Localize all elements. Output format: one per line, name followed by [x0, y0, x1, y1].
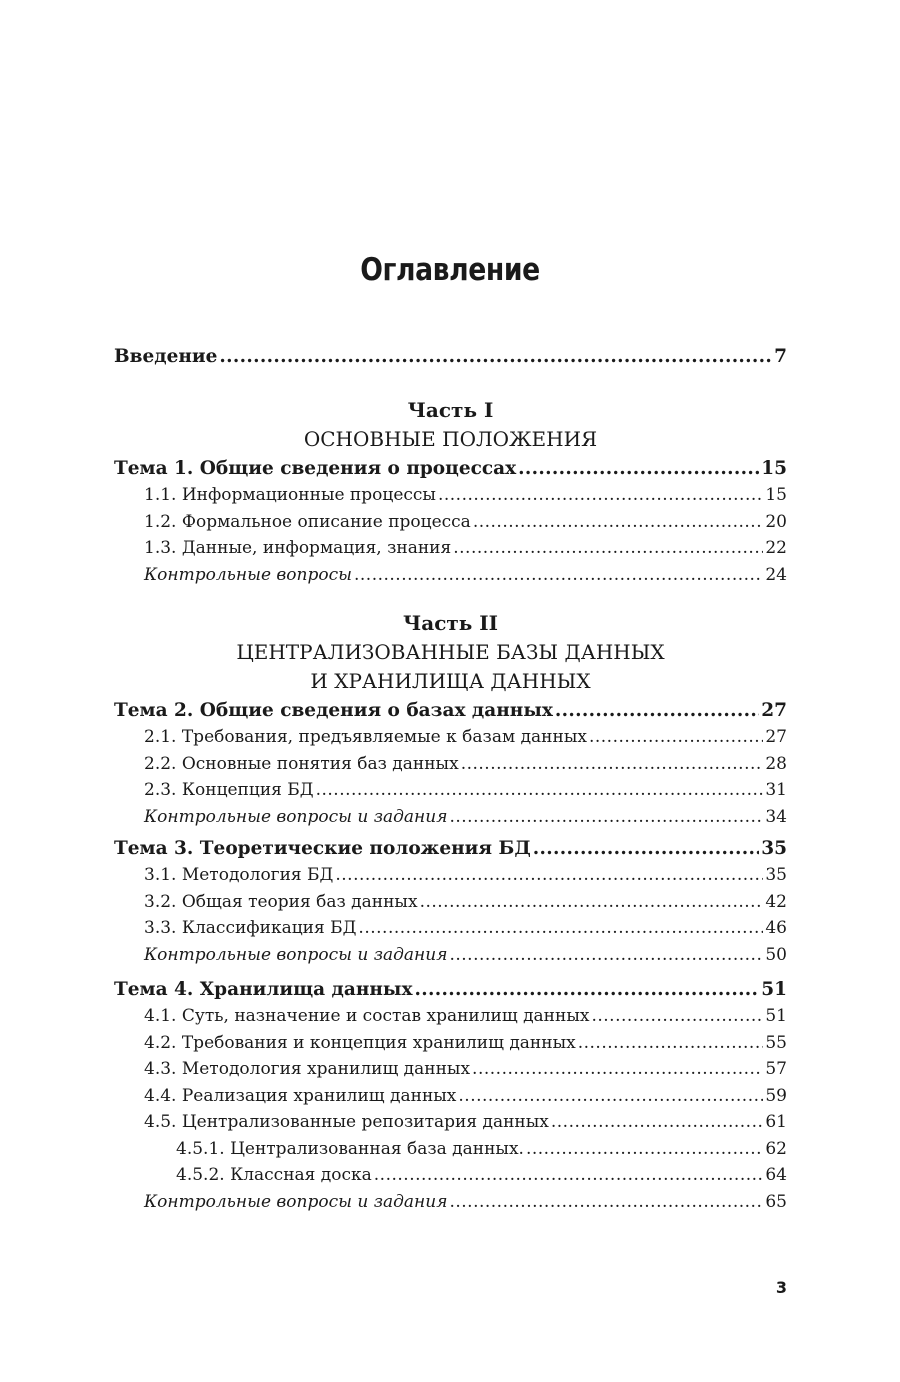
entry-page-number: 27: [765, 727, 787, 747]
dot-leader: [551, 1112, 764, 1132]
entry-label: 2.2. Основные понятия баз данных: [144, 753, 459, 774]
toc-entry-section[interactable]: [114, 1059, 787, 1086]
entry-page-number: 51: [765, 1006, 787, 1026]
toc-entry-introduction[interactable]: [114, 346, 787, 376]
dot-leader: [449, 807, 763, 827]
entry-label: 4.5.1. Централизованная база данных.: [176, 1138, 524, 1159]
entry-page-number: 59: [765, 1085, 787, 1106]
entry-page-number: 24: [765, 564, 787, 585]
toc-entry-section[interactable]: [114, 865, 787, 892]
dot-leader: [589, 727, 763, 747]
entry-page-number: 20: [765, 511, 787, 532]
entry-label: 1.3. Данные, информация, знания: [144, 538, 452, 558]
entry-label: 3.1. Методология БД: [144, 865, 334, 885]
toc-entry-section[interactable]: [114, 1112, 787, 1139]
part-number: Часть II: [402, 611, 499, 635]
dot-leader: [449, 1192, 763, 1212]
toc-entry-review-questions[interactable]: [114, 565, 787, 592]
dot-leader: [358, 918, 763, 938]
dot-leader: [591, 1006, 763, 1026]
entry-page-number: 15: [761, 458, 787, 479]
dot-leader: [335, 865, 763, 885]
entry-page-number: 51: [761, 979, 787, 1000]
toc-entry-review-questions[interactable]: [114, 945, 787, 972]
part-number: Часть I: [407, 398, 494, 422]
entry-page-number: 65: [765, 1191, 787, 1212]
entry-page-number: 34: [765, 806, 787, 827]
entry-label: 4.5.2. Классная доска: [176, 1165, 372, 1185]
dot-leader: [578, 1033, 764, 1053]
entry-page-number: 28: [765, 753, 787, 774]
dot-leader: [374, 1165, 764, 1185]
part-heading: [114, 609, 787, 696]
dot-leader: [316, 780, 764, 800]
entry-label: Введение: [114, 346, 218, 367]
entry-page-number: 31: [765, 780, 787, 800]
entry-label: 4.2. Требования и концепция хранилищ данных: [144, 1032, 576, 1053]
part-title: ОСНОВНЫЕ ПОЛОЖЕНИЯ: [303, 427, 598, 451]
dot-leader: [473, 512, 764, 532]
page-title: Оглавление: [360, 252, 540, 288]
entry-page-number: 7: [774, 346, 787, 367]
toc-entry-topic[interactable]: [114, 979, 787, 1006]
dot-leader: [458, 1086, 763, 1106]
table-of-contents: [114, 346, 787, 1218]
entry-label: Контрольные вопросы и задания: [144, 944, 448, 965]
entry-page-number: 15: [765, 485, 787, 505]
toc-entry-section[interactable]: [114, 892, 787, 919]
entry-label: 1.2. Формальное описание процесса: [144, 511, 471, 532]
entry-page-number: 22: [765, 538, 787, 558]
dot-leader: [526, 1139, 763, 1159]
dot-leader: [472, 1059, 763, 1079]
part-title-line: ЦЕНТРАЛИЗОВАННЫЕ БАЗЫ ДАННЫХ: [236, 640, 665, 664]
entry-page-number: 61: [765, 1112, 787, 1132]
dot-leader: [449, 945, 763, 965]
dot-leader: [219, 346, 772, 367]
entry-label: Тема 3. Теоретические положения БД: [114, 838, 531, 859]
entry-label: Контрольные вопросы и задания: [144, 1191, 448, 1212]
entry-label: 3.3. Классификация БД: [144, 918, 357, 938]
entry-label: Тема 2. Общие сведения о базах данных: [114, 700, 553, 721]
entry-label: 4.1. Суть, назначение и состав хранилищ данных: [144, 1006, 590, 1026]
toc-entry-subsection[interactable]: [114, 1139, 787, 1166]
toc-entry-section[interactable]: [114, 1006, 787, 1033]
dot-leader: [438, 485, 763, 505]
entry-page-number: 35: [765, 865, 787, 885]
dot-leader: [461, 754, 764, 774]
entry-page-number: 57: [765, 1059, 787, 1079]
entry-page-number: 62: [765, 1138, 787, 1159]
entry-label: 4.4. Реализация хранилищ данных: [144, 1085, 457, 1106]
toc-entry-topic[interactable]: [114, 458, 787, 485]
toc-entry-topic[interactable]: [114, 838, 787, 865]
toc-entry-section[interactable]: [114, 485, 787, 512]
toc-entry-section[interactable]: [114, 754, 787, 781]
toc-entry-section[interactable]: [114, 727, 787, 754]
part-heading: [114, 396, 787, 454]
dot-leader: [420, 892, 764, 912]
entry-label: Тема 1. Общие сведения о процессах: [114, 458, 517, 479]
toc-entry-section[interactable]: [114, 780, 787, 807]
entry-label: 4.3. Методология хранилищ данных: [144, 1059, 471, 1079]
dot-leader: [415, 979, 760, 1000]
toc-entry-section[interactable]: [114, 538, 787, 565]
entry-label: 3.2. Общая теория баз данных: [144, 891, 418, 912]
toc-entry-review-questions[interactable]: [114, 807, 787, 834]
entry-label: Контрольные вопросы: [144, 564, 352, 585]
entry-page-number: 42: [765, 891, 787, 912]
page-number: 3: [775, 1278, 787, 1297]
part-title-line: И ХРАНИЛИЩА ДАННЫХ: [310, 669, 591, 693]
entry-page-number: 46: [765, 918, 787, 938]
dot-leader: [354, 565, 763, 585]
entry-label: 2.3. Концепция БД: [144, 780, 314, 800]
dot-leader: [533, 838, 759, 859]
dot-leader: [555, 700, 759, 721]
entry-label: Контрольные вопросы и задания: [144, 806, 448, 827]
entry-page-number: 64: [765, 1165, 787, 1185]
toc-entry-section[interactable]: [114, 1033, 787, 1060]
entry-label: Тема 4. Хранилища данных: [114, 979, 413, 1000]
dot-leader: [453, 538, 763, 558]
entry-page-number: 55: [765, 1032, 787, 1053]
entry-page-number: 35: [761, 838, 787, 859]
toc-entry-section[interactable]: [114, 1086, 787, 1113]
toc-entry-section[interactable]: [114, 512, 787, 539]
entry-page-number: 50: [765, 944, 787, 965]
toc-entry-review-questions[interactable]: [114, 1192, 787, 1219]
toc-entry-section[interactable]: [114, 918, 787, 945]
entry-label: 1.1. Информационные процессы: [144, 485, 436, 505]
entry-label: 2.1. Требования, предъявляемые к базам данных: [144, 727, 587, 747]
toc-entry-topic[interactable]: [114, 700, 787, 727]
toc-entry-subsection[interactable]: [114, 1165, 787, 1192]
entry-page-number: 27: [761, 700, 787, 721]
entry-label: 4.5. Централизованные репозитария данных: [144, 1112, 549, 1132]
dot-leader: [518, 458, 759, 479]
